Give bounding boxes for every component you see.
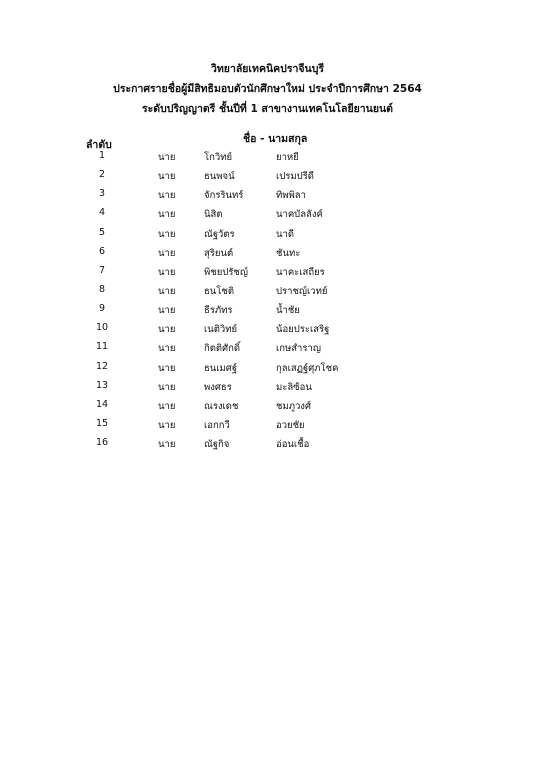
row-number: 6 <box>98 245 106 257</box>
last-name: นาดี <box>276 228 294 240</box>
name-title: นาย <box>158 228 176 240</box>
table-row <box>0 246 535 265</box>
row-number: 7 <box>98 264 106 276</box>
last-name: น้ำชัย <box>276 305 300 317</box>
row-number: 9 <box>98 303 106 315</box>
row-number: 3 <box>98 188 106 200</box>
column-header-number: ลำดับ <box>86 139 112 151</box>
first-name: ณรงเดช <box>204 400 239 412</box>
name-title: นาย <box>158 439 176 451</box>
table-row <box>0 188 535 207</box>
last-name: เปรมปรีดี <box>276 171 314 183</box>
name-title: นาย <box>158 419 176 431</box>
last-name: นาคะเสถียร <box>276 266 325 278</box>
last-name: ชันทะ <box>276 247 301 259</box>
table-row <box>0 227 535 246</box>
row-number: 14 <box>95 398 109 410</box>
row-number: 1 <box>98 150 106 161</box>
first-name: ธนพจน์ <box>204 171 235 183</box>
name-title: นาย <box>158 362 176 374</box>
institution-title: วิทยาลัยเทคนิคปราจีนบุรี <box>210 63 325 75</box>
row-number: 16 <box>95 437 109 449</box>
table-row <box>0 284 535 303</box>
row-number: 15 <box>95 417 109 429</box>
last-name: ยาหยี <box>276 152 299 163</box>
table-row <box>0 207 535 226</box>
first-name: ธีรภัทร <box>204 305 233 317</box>
row-number: 2 <box>98 169 106 181</box>
table-row <box>0 303 535 322</box>
row-number: 11 <box>95 341 109 353</box>
table-row <box>0 265 535 284</box>
first-name: กิตติศักดิ์ <box>204 343 241 355</box>
column-header-name: ชื่อ - นามสกุล <box>243 133 308 145</box>
first-name: ณัฐกิจ <box>204 439 230 451</box>
last-name: อวยชัย <box>276 419 305 431</box>
first-name: พิชยปรัชญ์ <box>204 266 248 278</box>
first-name: พงศธร <box>204 381 232 393</box>
last-name: นาคบัลลังค์ <box>276 209 323 221</box>
last-name: ปราชญ์เวทย์ <box>276 285 328 297</box>
first-name: จักรรินทร์ <box>204 190 244 202</box>
row-number: 10 <box>95 322 109 334</box>
name-title: นาย <box>158 381 176 393</box>
last-name: ทิพพิลา <box>276 190 306 202</box>
table-row <box>0 399 535 418</box>
first-name: ธนโชติ <box>204 285 235 297</box>
table-row <box>0 169 535 188</box>
first-name: โกวิทย์ <box>204 152 233 163</box>
row-number: 8 <box>98 283 106 295</box>
name-title: นาย <box>158 171 176 183</box>
first-name: สุริยนต์ <box>204 247 234 259</box>
first-name: เนติวิทย์ <box>204 324 238 336</box>
name-title: นาย <box>158 190 176 202</box>
program-subtitle: ระดับปริญญาตรี ชั้นปีที่ 1 สาขางานเทคโนโลยียานยนต์ <box>141 103 393 115</box>
first-name: ณัฐวัตร <box>204 228 235 240</box>
table-row <box>0 150 535 169</box>
name-title: นาย <box>158 305 176 317</box>
first-name: ธนเมศฐ์ <box>204 362 238 374</box>
name-title: นาย <box>158 247 176 259</box>
last-name: น้อยประเสริฐ <box>276 324 330 336</box>
last-name: ชมภูวงศ์ <box>276 400 311 412</box>
table-row <box>0 322 535 341</box>
name-title: นาย <box>158 266 176 278</box>
table-row <box>0 418 535 437</box>
table-row <box>0 361 535 380</box>
last-name: กุลเสฏฐ์ศุภโชค <box>276 362 339 374</box>
last-name: อ่อนเชื้อ <box>276 439 310 451</box>
name-title: นาย <box>158 400 176 412</box>
last-name: มะลิซ้อน <box>276 381 312 393</box>
table-row <box>0 437 535 456</box>
row-number: 5 <box>98 226 106 238</box>
row-number: 13 <box>95 379 109 391</box>
name-title: นาย <box>158 152 176 163</box>
announcement-title: ประกาศรายชื่อผู้มีสิทธิมอบตัวนักศึกษาใหม่ ประจำปีการศึกษา 2564 <box>113 83 422 95</box>
table-row <box>0 380 535 399</box>
first-name: นิสิต <box>204 209 223 221</box>
row-number: 4 <box>98 207 106 219</box>
table-row <box>0 341 535 360</box>
name-title: นาย <box>158 343 176 355</box>
student-list <box>0 150 535 456</box>
row-number: 12 <box>95 360 109 372</box>
name-title: นาย <box>158 285 176 297</box>
name-title: นาย <box>158 209 176 221</box>
name-title: นาย <box>158 324 176 336</box>
first-name: เอกกวี <box>204 419 230 431</box>
last-name: เกษสำราญ <box>276 343 321 355</box>
